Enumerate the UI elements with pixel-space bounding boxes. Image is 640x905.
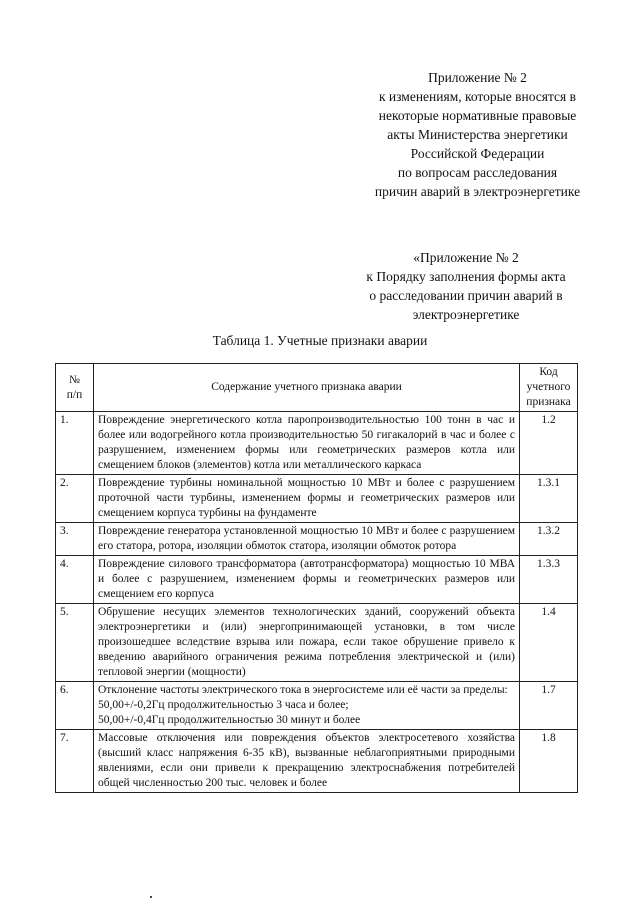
row-description: Отклонение частоты электрического тока в энергосистеме или её части за пределы: 50,00+/-0,2Гц продолжительностью 3 часа и более; 50,00+/-0,4Гц продолжительностью 30 минут и более — [94, 682, 520, 730]
row-code: 1.3.3 — [520, 556, 578, 604]
table-row — [56, 523, 578, 556]
appendix-line: электроэнергетике — [412, 307, 520, 322]
row-number: 3. — [56, 523, 94, 556]
row-code: 1.3.2 — [520, 523, 578, 556]
scan-mark — [150, 896, 152, 898]
row-description: Повреждение генератора установленной мощностью 10 МВт и более с разрушением его статора, ротора, изоляции обмоток статора, изоляции обмоток ротора — [94, 523, 520, 556]
row-code: 1.2 — [520, 412, 578, 475]
header-line: некоторые нормативные правовые — [378, 108, 577, 123]
row-code: 1.3.1 — [520, 475, 578, 523]
header-code: Код учетного признака — [520, 364, 578, 412]
table-row — [56, 556, 578, 604]
appendix-line: о расследовании причин аварий в — [369, 288, 563, 303]
table-title: Таблица 1. Учетные признаки аварии — [212, 333, 428, 348]
table-row — [56, 604, 578, 682]
header-line: акты Министерства энергетики — [387, 127, 568, 142]
table-row — [56, 730, 578, 793]
row-code: 1.7 — [520, 682, 578, 730]
header-line: по вопросам расследования — [397, 165, 558, 180]
appendix-reference — [342, 248, 590, 324]
header-num: № п/п — [56, 364, 94, 412]
row-number: 7. — [56, 730, 94, 793]
table-row — [56, 412, 578, 475]
appendix-line: к Порядку заполнения формы акта — [366, 269, 566, 284]
row-code: 1.8 — [520, 730, 578, 793]
row-number: 4. — [56, 556, 94, 604]
accident-signs-table — [55, 363, 578, 793]
table-header-row — [56, 364, 578, 412]
header-line: к изменениям, которые вносятся в — [378, 89, 576, 104]
row-number: 2. — [56, 475, 94, 523]
row-code: 1.4 — [520, 604, 578, 682]
row-number: 6. — [56, 682, 94, 730]
appendix-line: «Приложение № 2 — [413, 250, 519, 265]
row-description: Повреждение силового трансформатора (автотрансформатора) мощностью 10 МВА и более с разрушением, изменением формы и геометрических размеров или смещением его корпуса — [94, 556, 520, 604]
row-description: Повреждение турбины номинальной мощностью 10 МВт и более с разрушением проточной части турбины, изменением формы и геометрических размеров или смещением корпуса турбины на фундаменте — [94, 475, 520, 523]
document-header — [350, 68, 605, 201]
header-description: Содержание учетного признака аварии — [94, 364, 520, 412]
table-row — [56, 682, 578, 730]
row-description: Массовые отключения или повреждения объектов электросетевого хозяйства (высший класс напряжения 6-35 кВ), вызванные неблагоприятными природными явлениями, если они привели к прекращению электроснабжения потребителей общей численностью 200 тыс. человек и более — [94, 730, 520, 793]
header-line: Российской Федерации — [410, 146, 545, 161]
row-number: 5. — [56, 604, 94, 682]
header-line: причин аварий в электроэнергетике — [374, 184, 581, 199]
header-line: Приложение № 2 — [428, 70, 527, 85]
table-row — [56, 475, 578, 523]
row-description: Обрушение несущих элементов технологических зданий, сооружений объекта электроэнергетики и (или) энергопринимающей установки, в том числе произошедшее вследствие взрыва или пожара, если такое обрушение привело к введению аварийного ограничения режима потребления электрической и (или) тепловой энергии (мощности) — [94, 604, 520, 682]
row-number: 1. — [56, 412, 94, 475]
row-description: Повреждение энергетического котла паропроизводительностью 100 тонн в час и более или водогрейного котла производительностью 50 гигакалорий в час и более с разрушением, изменением формы или геометрических размеров котла или смещением блоков (элементов) котла или металлического каркаса — [94, 412, 520, 475]
